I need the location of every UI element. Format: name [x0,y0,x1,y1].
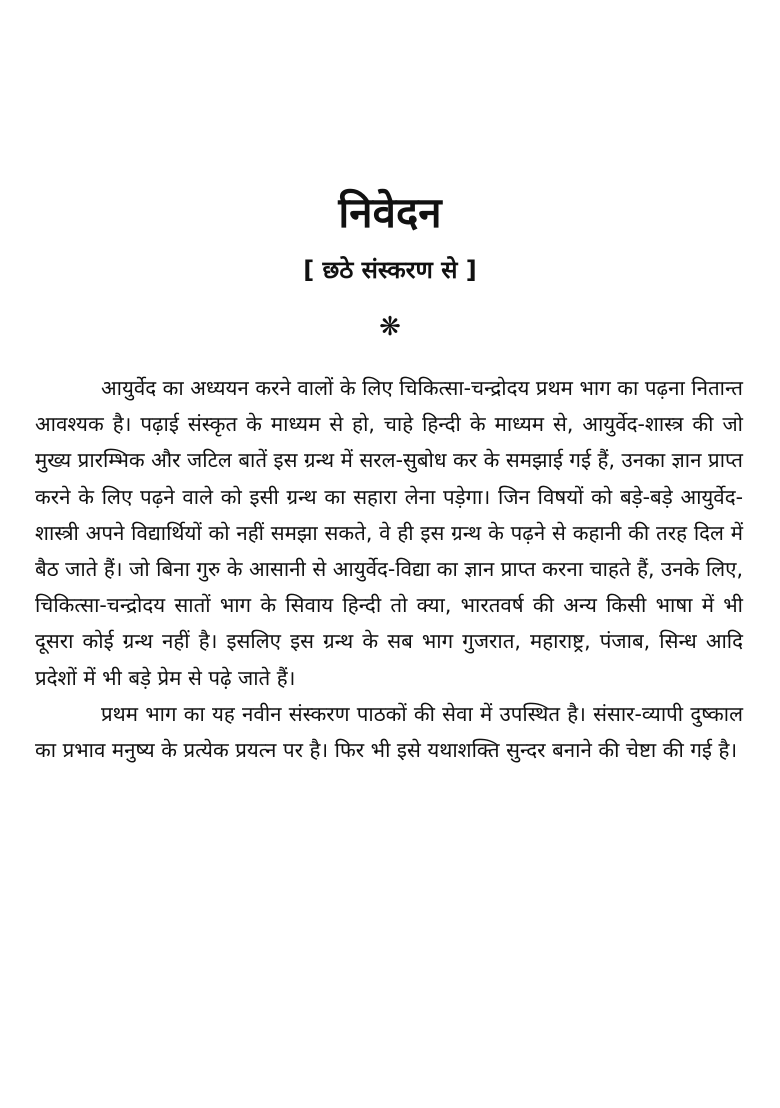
paragraph-2: प्रथम भाग का यह नवीन संस्करण पाठकों की सेवा में उपस्थित है। संसार-व्यापी दुष्काल का प्रभाव मनुष्य के प्रत्येक प्रयत्न पर है। फिर भी इसे यथाशक्ति सुन्दर बनाने की चेष्टा की गई है। [35,701,743,763]
edition-subtitle: [ छठे संस्करण से ] [303,256,477,284]
body-text [35,370,743,768]
ornament-icon: ❋ [379,312,401,342]
paragraph-1: आयुर्वेद का अध्ययन करने वालों के लिए चिकित्सा-चन्द्रोदय प्रथम भाग का पढ़ना नितान्त आवश्यक है। पढ़ाई संस्कृत के माध्यम से हो, चाहे हिन्दी के माध्यम से, आयुर्वेद-शास्त्र की जो मुख्य प्रारम्भिक और जटिल बातें इस ग्रन्थ में सरल-सुबोध कर के समझाई गई हैं, उनका ज्ञान प्राप्त करने के लिए पढ़ने वाले को इसी ग्रन्थ का सहारा लेना पड़ेगा। जिन विषयों को बड़े-बड़े आयुर्वेद-शास्त्री अपने विद्यार्थियों को नहीं समझा सकते, वे ही इस ग्रन्थ के पढ़ने से कहानी की तरह दिल में बैठ जाते हैं। जो बिना गुरु के आसानी से आयुर्वेद-विद्या का ज्ञान प्राप्त करना चाहते हैं, उनके लिए, चिकित्सा-चन्द्रोदय सातों भाग के सिवाय हिन्दी तो क्या, भारतवर्ष की अन्य किसी भाषा में भी दूसरा कोई ग्रन्थ नहीं है। इसलिए इस ग्रन्थ के सब भाग गुजरात, महाराष्ट्र, पंजाब, सिन्ध आदि प्रदेशों में भी बड़े प्रेम से पढ़े जाते हैं। [35,376,743,690]
page-title: निवेदन [338,188,442,237]
